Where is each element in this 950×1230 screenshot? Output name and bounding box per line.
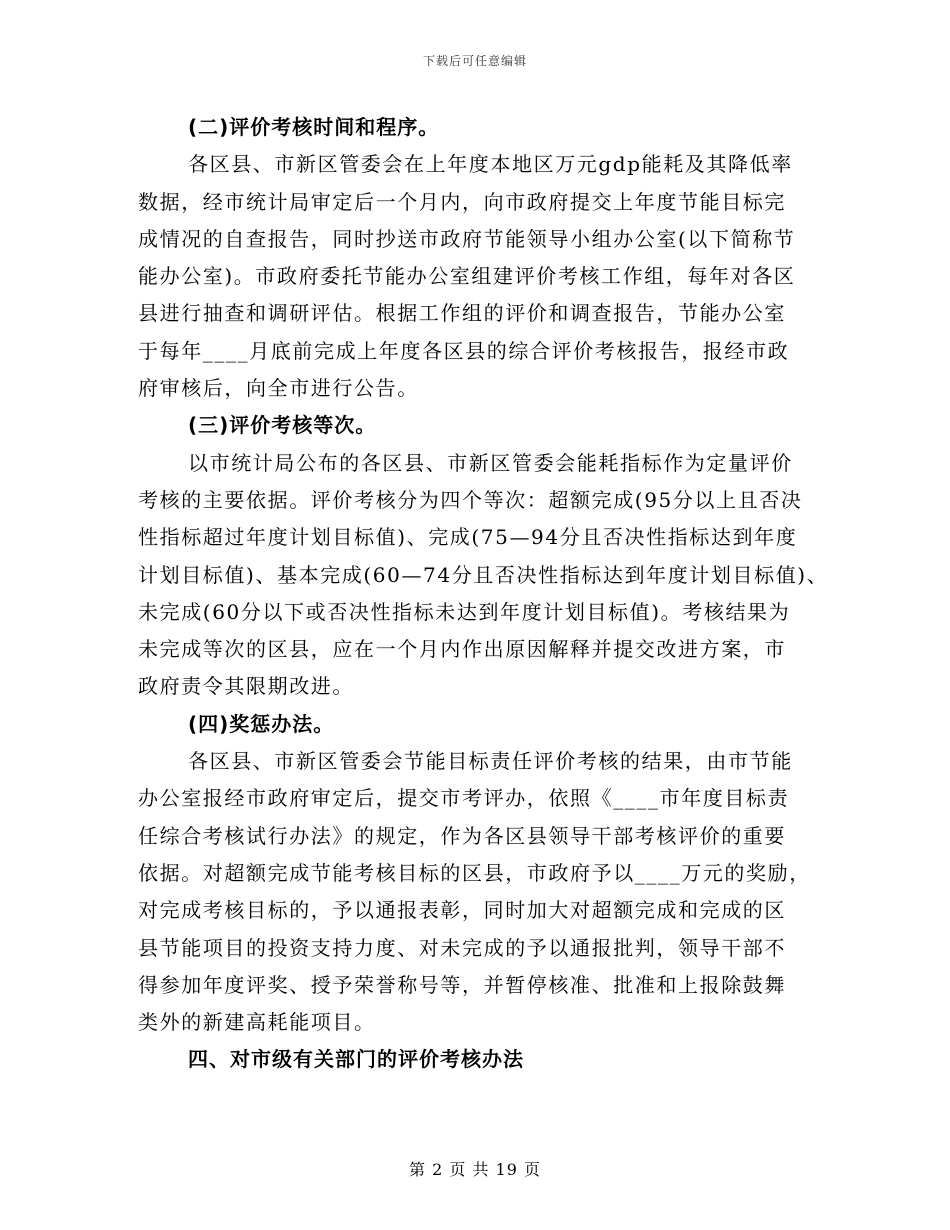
page-header: 下载后可任意编辑 bbox=[422, 54, 527, 68]
paragraph-line: 于每年____月底前完成上年度各区县的综合评价考核报告，报经市政 bbox=[138, 338, 790, 363]
paragraph-line: 任综合考核试行办法》的规定，作为各区县领导干部考核评价的重要 bbox=[138, 823, 786, 848]
section-heading: 四、对市级有关部门的评价考核办法 bbox=[188, 1047, 524, 1072]
paragraph-line: 县节能项目的投资支持力度、对未完成的予以通报批判，领导干部不 bbox=[138, 935, 786, 960]
paragraph-line: 性指标超过年度计划目标值)、完成(75—94分且否决性指标达到年度 bbox=[138, 525, 798, 550]
paragraph-line: 计划目标值)、基本完成(60—74分且否决性指标达到年度计划目标值)、 bbox=[138, 562, 829, 587]
paragraph-line: 县进行抽查和调研评估。根据工作组的评价和调查报告，节能办公室 bbox=[138, 301, 786, 326]
paragraph-line: 对完成考核目标的，予以通报表彰，同时加大对超额完成和完成的区 bbox=[138, 898, 786, 923]
paragraph-line: 各区县、市新区管委会节能目标责任评价考核的结果，由市节能 bbox=[188, 749, 793, 774]
paragraph-line: 考核的主要依据。评价考核分为四个等次：超额完成(95分以上且否决 bbox=[138, 487, 803, 512]
paragraph-line: 成情况的自查报告，同时抄送市政府节能领导小组办公室(以下简称节 bbox=[138, 226, 796, 251]
section-heading: (四)奖惩办法。 bbox=[188, 711, 335, 736]
section-heading: (三)评价考核等次。 bbox=[188, 413, 377, 438]
paragraph-line: 未完成等次的区县，应在一个月内作出原因解释并提交改进方案，市 bbox=[138, 637, 786, 662]
document-body bbox=[138, 112, 829, 1082]
page-footer: 第 2 页 共 19 页 bbox=[409, 1160, 541, 1179]
paragraph-line: 府审核后，向全市进行公告。 bbox=[138, 376, 419, 401]
paragraph-line: 政府责令其限期改进。 bbox=[138, 674, 354, 699]
paragraph-line: 办公室报经市政府审定后，提交市考评办，依照《____市年度目标责 bbox=[138, 786, 790, 811]
paragraph-line: 未完成(60分以下或否决性指标未达到年度计划目标值)。考核结果为 bbox=[138, 599, 791, 624]
paragraph-line: 能办公室)。市政府委托节能办公室组建评价考核工作组，每年对各区 bbox=[138, 264, 796, 289]
paragraph-line: 各区县、市新区管委会在上年度本地区万元gdp能耗及其降低率 bbox=[188, 152, 793, 177]
paragraph-line: 以市统计局公布的各区县、市新区管委会能耗指标作为定量评价 bbox=[188, 450, 793, 475]
paragraph-line: 类外的新建高耗能项目。 bbox=[138, 1010, 376, 1035]
paragraph-line: 依据。对超额完成节能考核目标的区县，市政府予以____万元的奖励， bbox=[138, 860, 811, 885]
paragraph-line: 数据，经市统计局审定后一个月内，向市政府提交上年度节能目标完 bbox=[138, 189, 786, 214]
section-heading: (二)评价考核时间和程序。 bbox=[188, 115, 440, 139]
paragraph-line: 得参加年度评奖、授予荣誉称号等，并暂停核准、批准和上报除鼓舞 bbox=[138, 972, 786, 997]
